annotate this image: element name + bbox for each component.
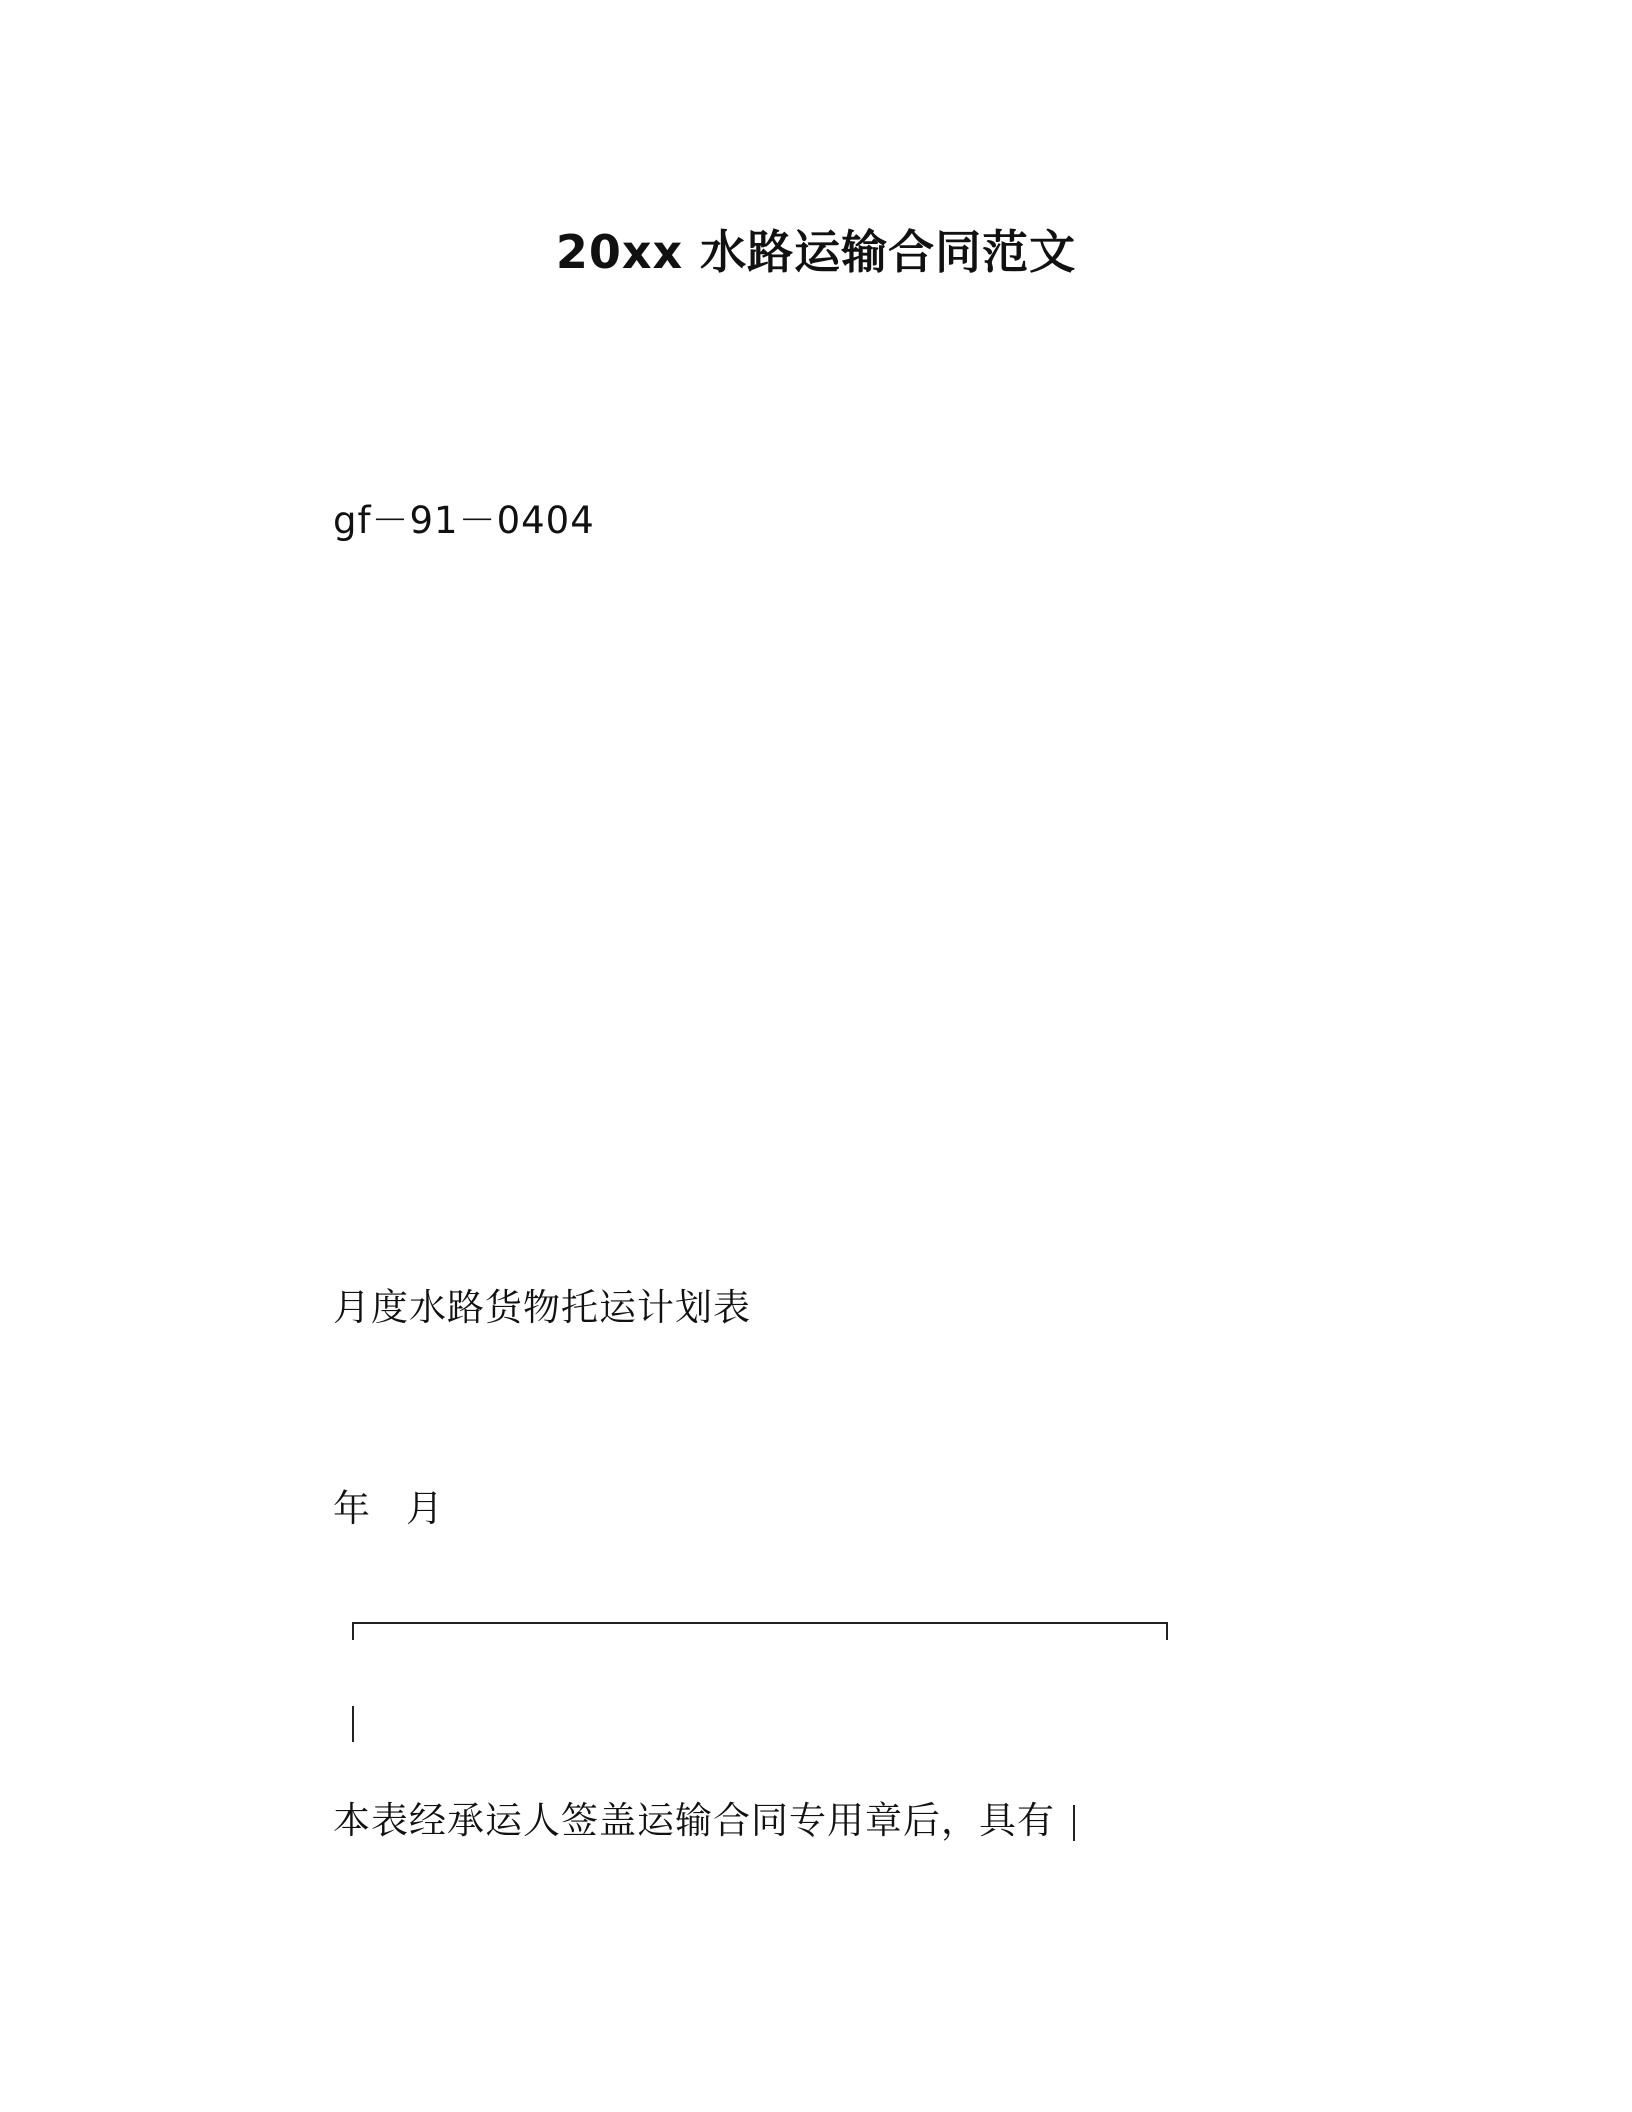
stamp-note: [333, 1796, 1075, 1846]
table-left-border-fragment: [352, 1706, 354, 1742]
document-title: 20xx 水路运输合同范文: [555, 225, 1077, 279]
table-border-fragment: [1073, 1805, 1075, 1841]
year-label: 年: [333, 1487, 370, 1530]
stamp-note-text: 本表经承运人签盖运输合同专用章后，具有: [333, 1799, 1055, 1842]
contract-code: gf－91－0404: [333, 499, 595, 542]
plan-table-title: 月度水路货物托运计划表: [333, 1286, 751, 1329]
table-top-border: [352, 1622, 1168, 1640]
year-month-line: [333, 1484, 443, 1534]
month-label: 月: [406, 1487, 443, 1530]
